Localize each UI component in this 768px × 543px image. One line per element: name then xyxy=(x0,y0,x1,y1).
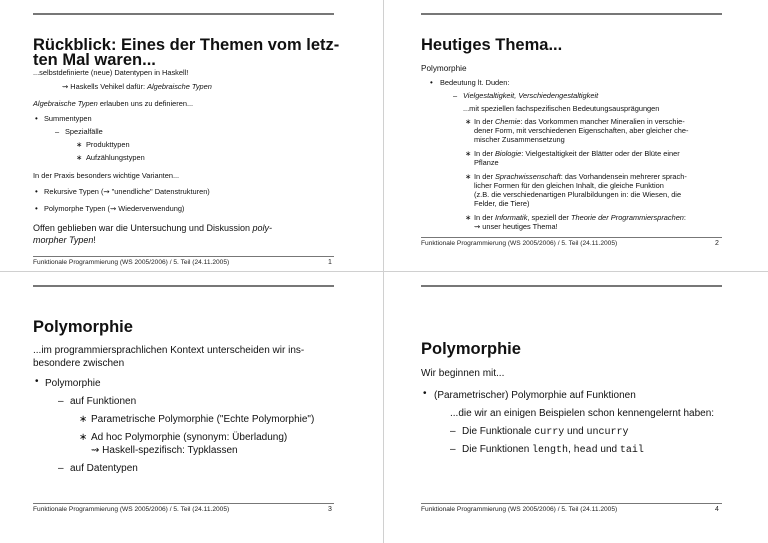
item-text: Die Funktionale xyxy=(462,426,535,437)
code-uncurry: uncurry xyxy=(586,427,629,438)
bullet-dot: • xyxy=(430,78,433,87)
slide-top-rule xyxy=(33,13,334,15)
item-chemistry-line-2: dener Form, mit verschiedenen Eigenschaften, aber gleicher che- xyxy=(474,126,689,135)
bullet-duden: Bedeutung lt. Duden: xyxy=(440,78,510,87)
slide-1 xyxy=(0,0,384,271)
bullet-dot: • xyxy=(35,114,38,123)
dash-list-functions xyxy=(462,443,644,457)
page-number: 2 xyxy=(715,240,719,247)
dash-on-datatypes: auf Datentypen xyxy=(70,463,138,474)
item-informatics-line-2: ⇝ unser heutiges Thema! xyxy=(474,222,558,231)
footer-rule xyxy=(33,256,334,257)
arrow-line-text: ⇝ Haskells Vehikel dafür: xyxy=(62,82,148,91)
footer-text: Funktionale Programmierung (WS 2005/2006) / 5. Teil (24.11.2005) xyxy=(33,259,230,266)
closing-emphasis-2: morpher Typen xyxy=(33,235,94,245)
item-text: und xyxy=(597,444,620,455)
slide-4 xyxy=(384,272,768,543)
bullet-parametric-functions: (Parametrischer) Polymorphie auf Funktionen xyxy=(434,390,636,401)
slide-2 xyxy=(384,0,768,271)
footer-rule xyxy=(33,503,334,504)
star-marker: ∗ xyxy=(465,213,472,222)
item-linguistics-line-3: (z.B. die verschiedenartigen Pluralbildungen in: die Wiesen, die xyxy=(474,190,682,199)
dash-marker: – xyxy=(450,426,456,437)
closing-text: Offen geblieben war die Untersuchung und Diskussion xyxy=(33,223,253,233)
slide-title: Polymorphie xyxy=(33,318,133,336)
dash-on-functions: auf Funktionen xyxy=(70,396,137,407)
item-text: : Vielgestaltigkeit der Blätter oder der Blüte einer xyxy=(521,149,680,158)
page-number: 4 xyxy=(715,506,719,513)
bullet-dot: • xyxy=(35,376,39,387)
item-text: : xyxy=(683,213,686,222)
slide-title: Heutiges Thema... xyxy=(421,36,563,54)
item-text: , xyxy=(568,444,574,455)
star-marker: ∗ xyxy=(465,172,472,181)
item-text: In der xyxy=(474,213,495,222)
algebraic-types-text: erlauben uns zu definieren... xyxy=(97,99,194,108)
star-marker: ∗ xyxy=(76,140,83,149)
item-emphasis: Biologie xyxy=(494,149,522,158)
bullet-dot: • xyxy=(35,204,38,213)
item-ad-hoc: Ad hoc Polymorphie (synonym: Überladung) xyxy=(91,432,288,443)
code-head: head xyxy=(573,445,598,456)
slide-title: Polymorphie xyxy=(421,340,521,358)
intro-text: ...selbstdefinierte (neue) Datentypen in Haskell! xyxy=(33,68,189,77)
item-text: Die Funktionen xyxy=(462,444,533,455)
dash-definition: Vielgestaltigkeit, Verschiedengestaltigkeit xyxy=(463,91,599,100)
closing-emphasis: poly- xyxy=(252,223,272,233)
slide-3 xyxy=(0,272,384,543)
slide-top-rule xyxy=(421,285,722,287)
footer-rule xyxy=(421,503,722,504)
bullet-polymorphic-types: Polymorphe Typen (⇝ Wiederverwendung) xyxy=(44,204,185,213)
footer-text: Funktionale Programmierung (WS 2005/2006) / 5. Teil (24.11.2005) xyxy=(421,240,618,247)
page-number: 1 xyxy=(328,259,332,266)
item-text: : das Vorhandensein mehrerer sprach- xyxy=(560,172,687,181)
intro-line-2: besondere zwischen xyxy=(33,358,125,369)
dash-marker: – xyxy=(58,463,64,474)
intro-line-1: ...im programmiersprachlichen Kontext unterscheiden wir ins- xyxy=(33,345,305,356)
item-parametric: Parametrische Polymorphie ("Echte Polymorphie") xyxy=(91,414,315,425)
code-length: length xyxy=(532,445,569,456)
closing-line-2 xyxy=(33,234,96,247)
code-tail: tail xyxy=(619,445,644,456)
item-text: In der xyxy=(474,172,495,181)
footer-text: Funktionale Programmierung (WS 2005/2006) / 5. Teil (24.11.2005) xyxy=(421,506,618,513)
dash-marker: – xyxy=(450,444,456,455)
item-text: : das Vorkommen mancher Mineralien in verschie- xyxy=(520,117,685,126)
bullet-dot: • xyxy=(35,187,38,196)
specific-meanings: ...mit speziellen fachspezifischen Bedeutungsausprägungen xyxy=(463,104,660,113)
item-emphasis: Sprachwissenschaft xyxy=(494,172,561,181)
algebraic-types-line xyxy=(33,100,193,109)
intro-text: Wir beginnen mit... xyxy=(421,368,505,379)
slide-top-rule xyxy=(421,13,722,15)
sub-intro: ...die wir an einigen Beispielen schon kennengelernt haben: xyxy=(450,408,715,419)
page-number: 3 xyxy=(328,506,332,513)
dash-marker: – xyxy=(453,91,458,100)
item-ad-hoc-line-2: ⇝ Haskell-spezifisch: Typklassen xyxy=(91,445,238,456)
item-text: , speziell der xyxy=(527,213,571,222)
arrow-line-emphasis: Algebraische Typen xyxy=(147,82,212,91)
item-linguistics-line-2: licher Formen für den gleichen Inhalt, die gleiche Funktion xyxy=(474,181,664,190)
footer-rule xyxy=(421,237,722,238)
star-marker: ∗ xyxy=(465,117,472,126)
praxis-text: In der Praxis besonders wichtige Varianten... xyxy=(33,171,180,180)
item-linguistics-line-4: Felder, die Tiere) xyxy=(474,199,530,208)
item-text: und xyxy=(564,426,587,437)
subtitle: Polymorphie xyxy=(421,64,467,73)
bullet-dot: • xyxy=(423,388,427,399)
footer-text: Funktionale Programmierung (WS 2005/2006) / 5. Teil (24.11.2005) xyxy=(33,506,230,513)
item-text: In der xyxy=(474,149,495,158)
code-curry: curry xyxy=(534,427,565,438)
bullet-sum-types: Summentypen xyxy=(44,114,92,123)
slide-title-line-2: ten Mal waren... xyxy=(33,51,156,69)
item-emphasis: Informatik xyxy=(494,213,528,222)
dash-marker: – xyxy=(58,396,64,407)
star-marker: ∗ xyxy=(79,432,88,443)
dash-curry-functionals xyxy=(462,425,629,439)
bullet-polymorphism: Polymorphie xyxy=(45,378,101,389)
item-chemistry-line-3: mischer Zusammensetzung xyxy=(474,135,565,144)
item-emphasis: Theorie der Programmiersprachen xyxy=(570,213,684,222)
dash-marker: – xyxy=(55,127,60,136)
item-biology-line-2: Pflanze xyxy=(474,158,499,167)
item-product-types: Produkttypen xyxy=(86,140,130,149)
closing-text-2: ! xyxy=(93,235,96,245)
item-biology-line-1 xyxy=(474,150,680,159)
item-enum-types: Aufzählungstypen xyxy=(86,153,145,162)
star-marker: ∗ xyxy=(79,414,88,425)
item-emphasis: Chemie xyxy=(494,117,521,126)
star-marker: ∗ xyxy=(465,149,472,158)
slide-top-rule xyxy=(33,285,334,287)
star-marker: ∗ xyxy=(76,153,83,162)
dash-special-cases: Spezialfälle xyxy=(65,127,103,136)
arrow-line xyxy=(62,83,212,92)
item-text: In der xyxy=(474,117,495,126)
bullet-recursive-types: Rekursive Typen (⇝ "unendliche" Datenstrukturen) xyxy=(44,187,210,196)
algebraic-types-emphasis: Algebraische Typen xyxy=(33,99,98,108)
slide-title-line-1: Rückblick: Eines der Themen vom letz- xyxy=(33,36,340,54)
